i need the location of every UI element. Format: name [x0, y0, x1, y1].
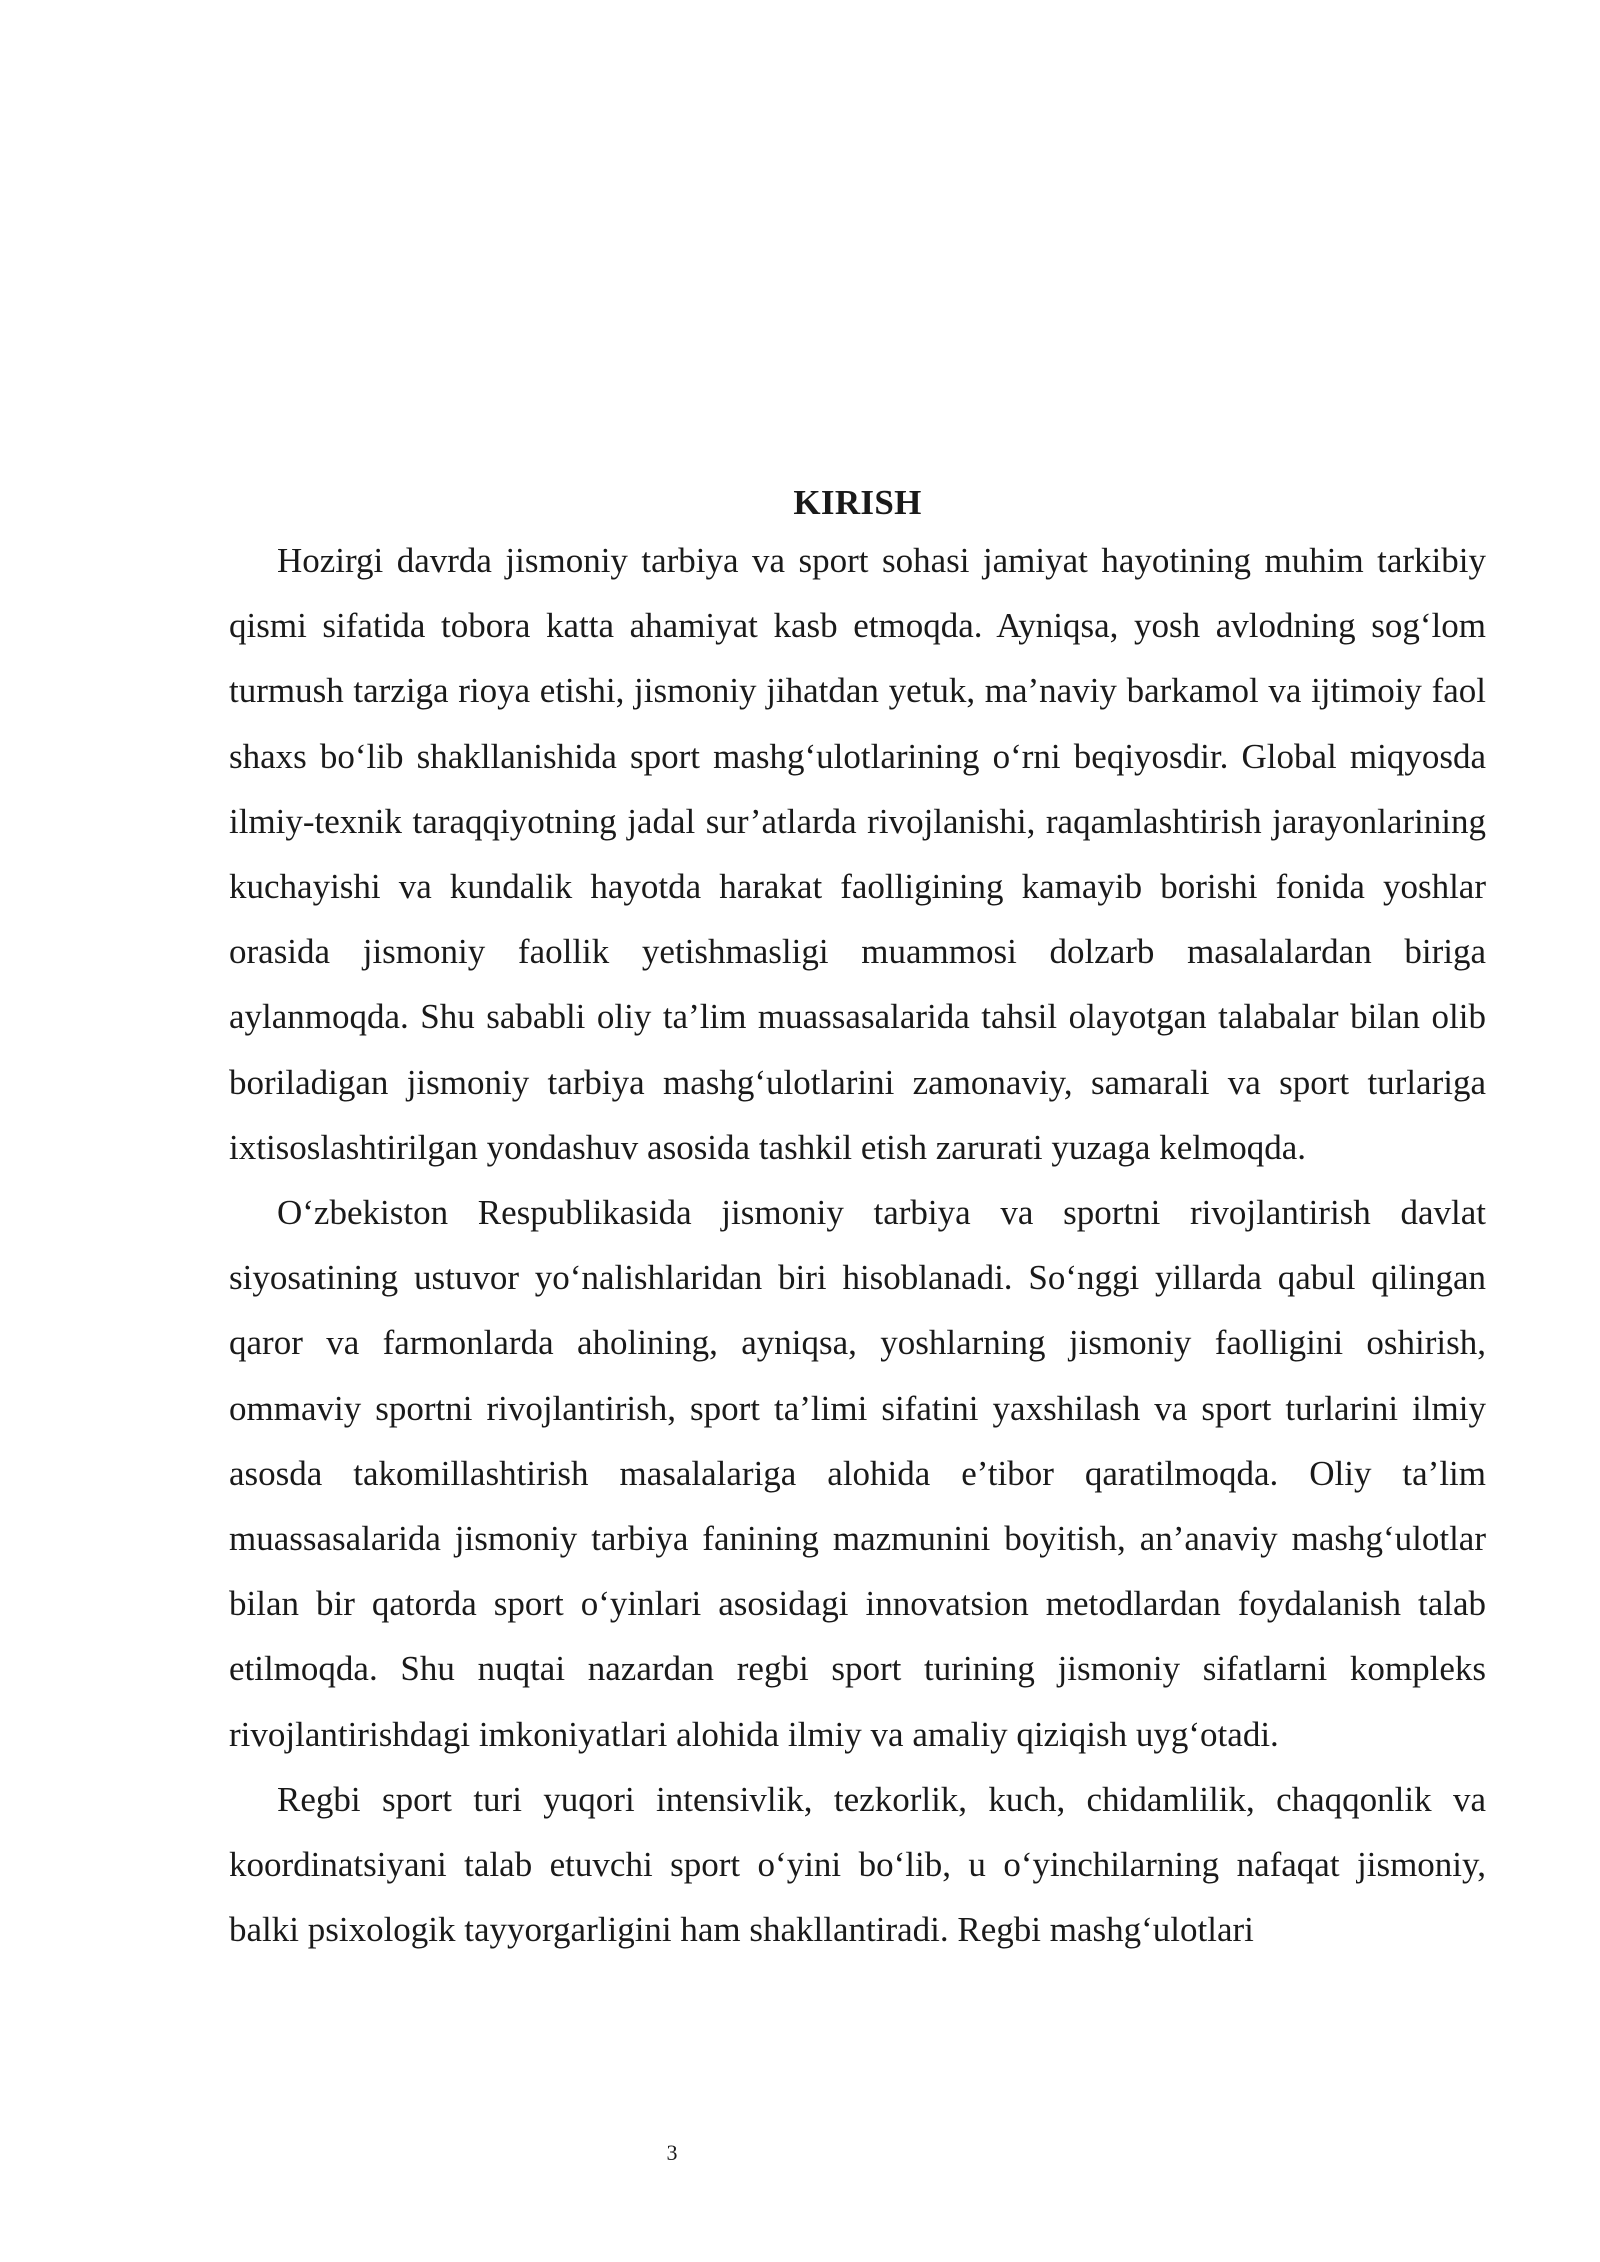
- page-number: 3: [666, 2140, 678, 2165]
- page-content: [229, 478, 1486, 1962]
- paragraph-3: Regbi sport turi yuqori intensivlik, tezkorlik, kuch, chidamlilik, chaqqonlik va koordinatsiyani talab etuvchi sport o‘yini bo‘lib, u o‘yinchilarning nafaqat jismoniy, balki psixologik tayyorgarligini ham shakllantiradi. Regbi mashg‘ulotlari: [229, 1779, 1486, 1950]
- paragraph-2: O‘zbekiston Respublikasida jismoniy tarbiya va sportni rivojlantirish davlat siyosatining ustuvor yo‘nalishlaridan biri hisoblanadi. So‘nggi yillarda qabul qilingan qaror va farmonlarda aholining, ayniqsa, yoshlarning jismoniy faolligini oshirish, ommaviy sportni rivojlantirish, sport ta’limi sifatini yaxshilash va sport turlarini ilmiy asosda takomillashtirish masalalariga alohida e’tibor qaratilmoqda. Oliy ta’lim muassasalarida jismoniy tarbiya fanining mazmunini boyitish, an’anaviy mashg‘ulotlar bilan bir qatorda sport o‘yinlari asosidagi innovatsion metodlardan foydalanish talab etilmoqda. Shu nuqtai nazardan regbi sport turining jismoniy sifatlarni kompleks rivojlantirishdagi imkoniyatlari alohida ilmiy va amaliy qiziqish uyg‘otadi.: [229, 1193, 1486, 1754]
- paragraph-1: Hozirgi davrda jismoniy tarbiya va sport sohasi jamiyat hayotining muhim tarkibiy qismi sifatida tobora katta ahamiyat kasb etmoqda. Ayniqsa, yosh avlodning sog‘lom turmush tarziga rioya etishi, jismoniy jihatdan yetuk, ma’naviy barkamol va ijtimoiy faol shaxs bo‘lib shakllanishida sport mashg‘ulotlarining o‘rni beqiyosdir. Global miqyosda ilmiy-texnik taraqqiyotning jadal sur’atlarda rivojlanishi, raqamlashtirish jarayonlarining kuchayishi va kundalik hayotda harakat faolligining kamayib borishi fonida yoshlar orasida jismoniy faollik yetishmasligi muammosi dolzarb masalalardan biriga aylanmoqda. Shu sababli oliy ta’lim muassasalarida tahsil olayotgan talabalar bilan olib boriladigan jismoniy tarbiya mashg‘ulotlarini zamonaviy, samarali va sport turlariga ixtisoslashtirilgan yondashuv asosida tashkil etish zarurati yuzaga kelmoqda.: [229, 541, 1486, 1167]
- section-heading: KIRISH: [793, 483, 922, 522]
